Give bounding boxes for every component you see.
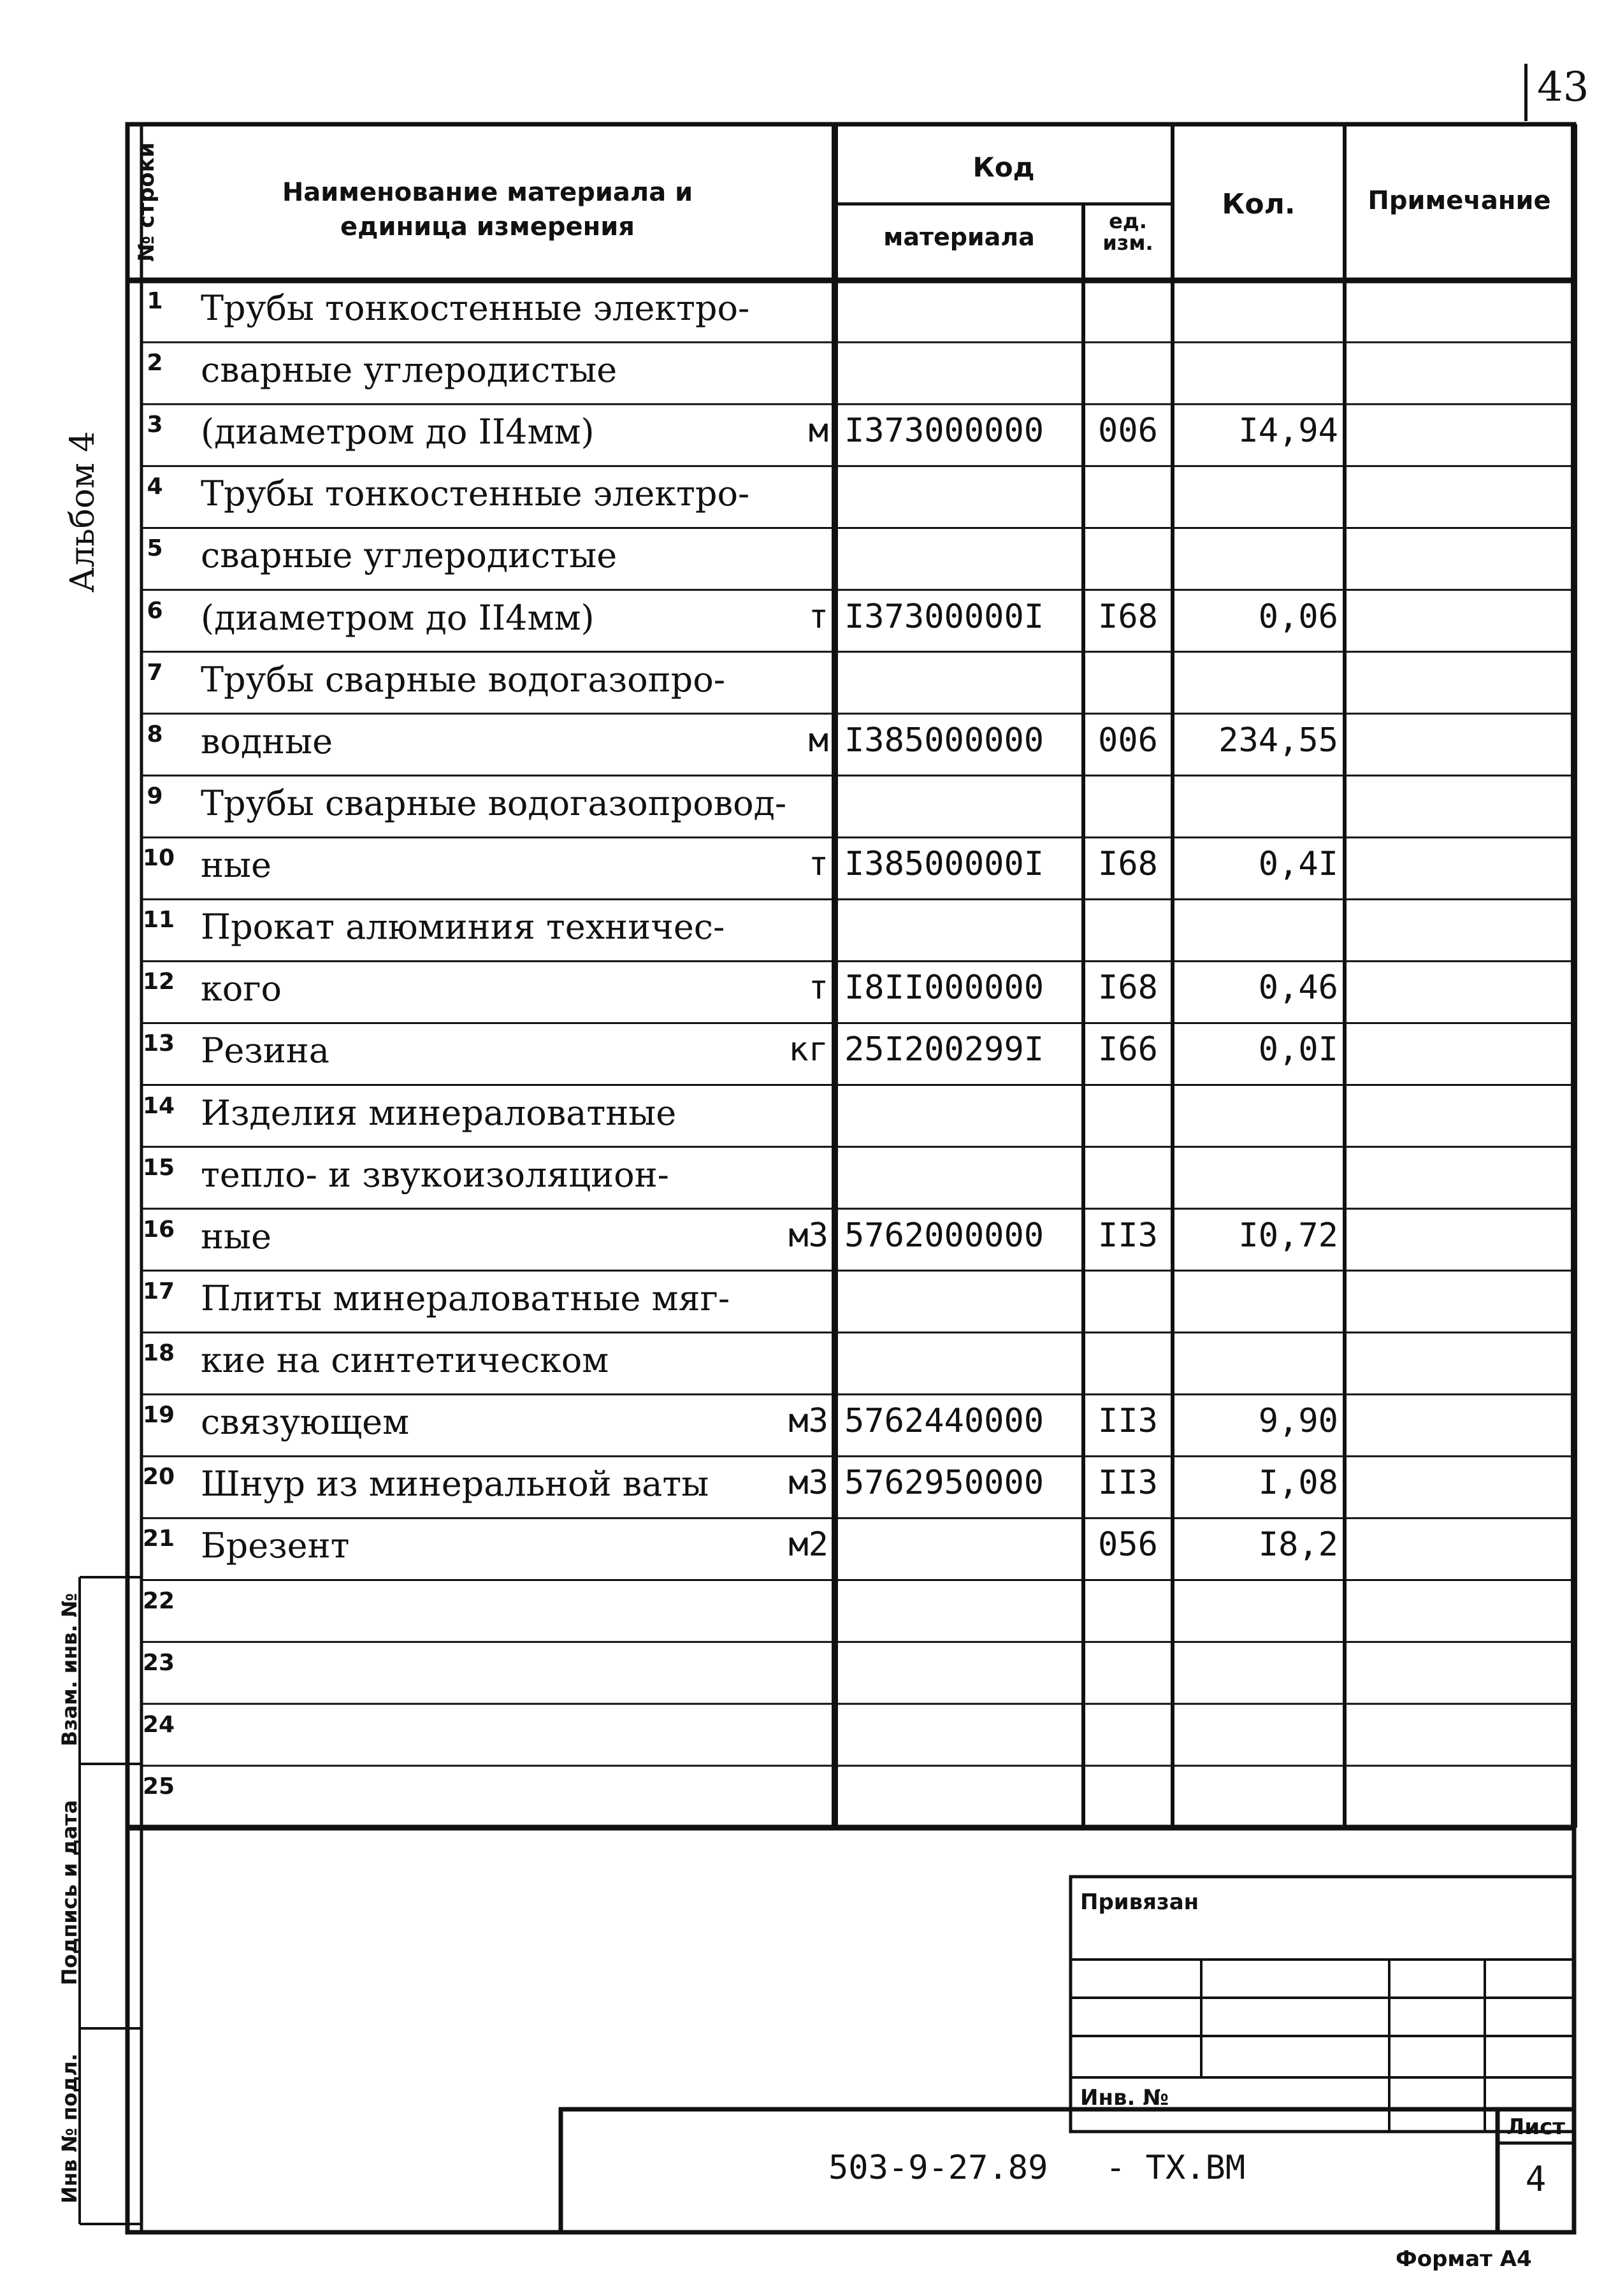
row-unit-code: 006 bbox=[1098, 412, 1158, 451]
row-number: 6 bbox=[147, 597, 163, 624]
row-material-code: 25I200299I bbox=[844, 1030, 1044, 1069]
row-unit: кг bbox=[788, 1030, 828, 1069]
row-name: ные bbox=[201, 1216, 271, 1257]
inv-no-label: Инв. № bbox=[1080, 2085, 1169, 2111]
row-number: 18 bbox=[143, 1340, 175, 1367]
row-qty: 0,46 bbox=[1258, 969, 1338, 1007]
row-number: 13 bbox=[143, 1030, 175, 1057]
row-number: 20 bbox=[143, 1464, 175, 1491]
row-material-code: I8II000000 bbox=[844, 969, 1044, 1007]
row-name: Шнур из минеральной ваты bbox=[201, 1464, 709, 1505]
row-name: кие на синтетическом bbox=[201, 1340, 609, 1381]
row-name: водные bbox=[201, 721, 333, 762]
row-material-code: 5762000000 bbox=[844, 1216, 1044, 1255]
row-material-code: 5762440000 bbox=[844, 1402, 1044, 1441]
row-name: связующем bbox=[201, 1402, 410, 1443]
row-number: 4 bbox=[147, 473, 163, 500]
row-number: 10 bbox=[143, 845, 175, 872]
row-number: 11 bbox=[143, 907, 175, 934]
row-qty: 0,4I bbox=[1258, 845, 1338, 884]
header-code-unit: ед. изм. bbox=[1102, 209, 1153, 255]
row-name: тепло- и звукоизоляцион- bbox=[201, 1154, 669, 1195]
row-number: 15 bbox=[143, 1154, 175, 1181]
row-number: 23 bbox=[143, 1649, 175, 1676]
header-name: Наименование материала и единица измерения bbox=[282, 178, 693, 242]
row-unit-code: I66 bbox=[1098, 1030, 1158, 1069]
row-unit-code: I68 bbox=[1098, 597, 1158, 636]
row-number: 12 bbox=[143, 969, 175, 995]
row-unit: м bbox=[808, 412, 828, 451]
row-material-code: I37300000I bbox=[844, 597, 1044, 636]
row-material-code: 5762950000 bbox=[844, 1464, 1044, 1503]
row-name: сварные углеродистые bbox=[201, 350, 618, 391]
row-number: 1 bbox=[147, 288, 163, 314]
page-number: 43 bbox=[1537, 64, 1589, 111]
row-material-code: I38500000I bbox=[844, 845, 1044, 884]
sheet-number: 4 bbox=[1525, 2159, 1547, 2199]
row-material-code: I385000000 bbox=[844, 721, 1044, 760]
row-name: сварные углеродистые bbox=[201, 535, 618, 576]
row-qty: I4,94 bbox=[1238, 412, 1338, 451]
sheet-label: Лист bbox=[1506, 2114, 1565, 2140]
row-qty: I,08 bbox=[1258, 1464, 1338, 1503]
row-name: Трубы сварные водогазопро- bbox=[201, 659, 725, 700]
album-label: Альбом 4 bbox=[64, 431, 102, 593]
header-qty: Кол. bbox=[1222, 188, 1296, 220]
row-unit: м3 bbox=[788, 1464, 828, 1503]
doc-code: 503-9-27.89 bbox=[828, 2149, 1048, 2187]
row-unit-code: 056 bbox=[1098, 1526, 1158, 1564]
row-name: Прокат алюминия техничес- bbox=[201, 907, 725, 948]
row-unit-code: I68 bbox=[1098, 969, 1158, 1007]
row-name: ные bbox=[201, 845, 271, 886]
row-number: 7 bbox=[147, 659, 163, 686]
row-name: Плиты минераловатные мяг- bbox=[201, 1278, 730, 1318]
row-unit: т bbox=[808, 597, 828, 636]
row-unit-code: II3 bbox=[1098, 1216, 1158, 1255]
row-name: (диаметром до II4мм) bbox=[201, 412, 595, 452]
row-name: Брезент bbox=[201, 1526, 350, 1566]
row-number: 19 bbox=[143, 1402, 175, 1429]
row-unit-code: II3 bbox=[1098, 1464, 1158, 1503]
row-number: 14 bbox=[143, 1092, 175, 1119]
row-unit: м2 bbox=[788, 1526, 828, 1564]
row-unit-code: 006 bbox=[1098, 721, 1158, 760]
row-name: Изделия минераловатные bbox=[201, 1092, 677, 1133]
row-qty: 0,0I bbox=[1258, 1030, 1338, 1069]
row-unit: м3 bbox=[788, 1402, 828, 1441]
row-number: 17 bbox=[143, 1278, 175, 1304]
row-qty: I0,72 bbox=[1238, 1216, 1338, 1255]
row-qty: I8,2 bbox=[1258, 1526, 1338, 1564]
row-name: Трубы тонкостенные электро- bbox=[201, 473, 750, 514]
row-number: 24 bbox=[143, 1711, 175, 1738]
header-note: Примечание bbox=[1368, 186, 1551, 215]
header-code: Код bbox=[972, 152, 1035, 183]
row-number: 22 bbox=[143, 1587, 175, 1614]
row-number: 3 bbox=[147, 412, 163, 438]
row-number: 16 bbox=[143, 1216, 175, 1243]
format-label: Формат А4 bbox=[1396, 2246, 1532, 2272]
vzam-label: Взам. инв. № bbox=[57, 1592, 82, 1747]
row-name: Трубы тонкостенные электро- bbox=[201, 288, 750, 328]
privyazan-label: Привязан bbox=[1080, 1889, 1199, 1915]
podpis-label: Подпись и дата bbox=[57, 1800, 82, 1986]
doc-suffix: - ТХ.ВМ bbox=[1106, 2149, 1246, 2187]
row-number: 9 bbox=[147, 783, 163, 809]
row-unit: м bbox=[808, 721, 828, 760]
row-name: (диаметром до II4мм) bbox=[201, 597, 595, 638]
row-material-code: I373000000 bbox=[844, 412, 1044, 451]
row-unit: т bbox=[808, 845, 828, 884]
row-number: 25 bbox=[143, 1773, 175, 1800]
header-row-no: № строки bbox=[134, 142, 159, 262]
row-qty: 0,06 bbox=[1258, 597, 1338, 636]
header-code-material: материала bbox=[883, 223, 1035, 251]
row-number: 2 bbox=[147, 350, 163, 377]
row-qty: 9,90 bbox=[1258, 1402, 1338, 1441]
row-qty: 234,55 bbox=[1218, 721, 1338, 760]
row-unit-code: I68 bbox=[1098, 845, 1158, 884]
row-name: Резина bbox=[201, 1030, 329, 1071]
row-number: 21 bbox=[143, 1526, 175, 1552]
row-unit: т bbox=[808, 969, 828, 1007]
inv-label: Инв № подл. bbox=[57, 2053, 82, 2204]
row-number: 8 bbox=[147, 721, 163, 747]
row-number: 5 bbox=[147, 535, 163, 562]
row-unit-code: II3 bbox=[1098, 1402, 1158, 1441]
row-unit: м3 bbox=[788, 1216, 828, 1255]
row-name: кого bbox=[201, 969, 282, 1009]
row-name: Трубы сварные водогазопровод- bbox=[201, 783, 787, 823]
